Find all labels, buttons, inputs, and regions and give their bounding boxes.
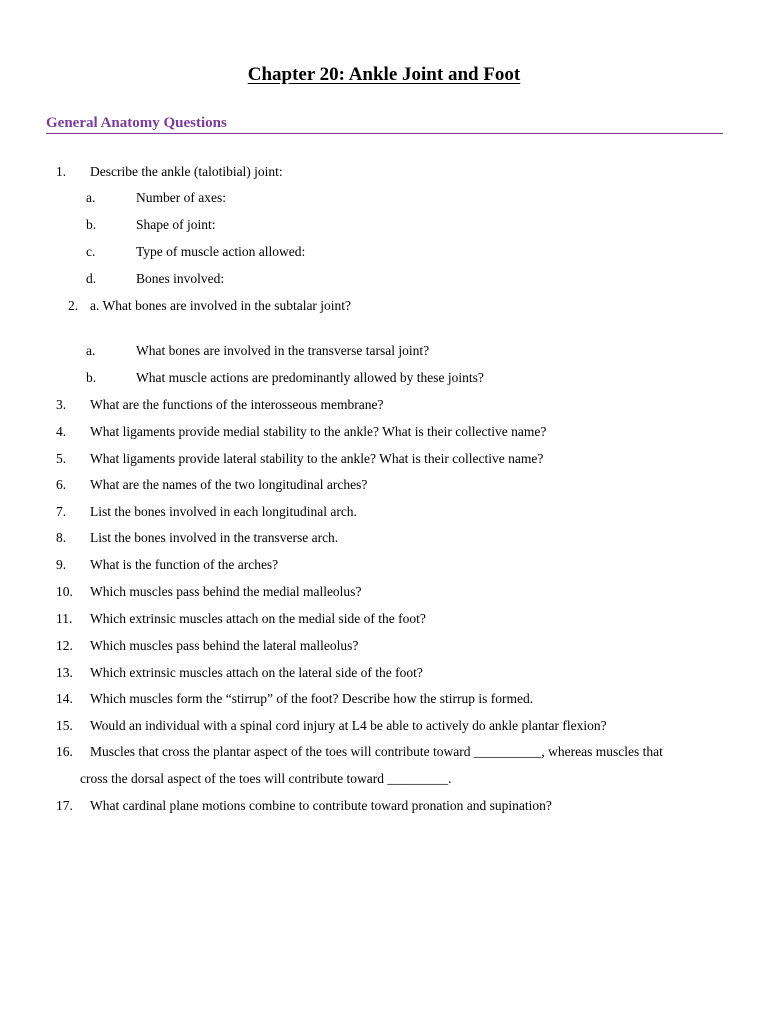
- section-heading: [46, 114, 723, 134]
- subitem-text: Number of axes:: [136, 190, 226, 205]
- question-text: Which muscles pass behind the medial malleolus?: [90, 584, 362, 599]
- question-text: List the bones involved in each longitudinal arch.: [90, 504, 357, 519]
- question-text: What are the names of the two longitudinal arches?: [90, 477, 368, 492]
- question-number: 5.: [56, 451, 67, 466]
- question-number: 10.: [56, 584, 73, 599]
- question-number: 11.: [56, 611, 73, 626]
- question-number: 6.: [56, 477, 67, 492]
- question-text: a. What bones are involved in the subtalar joint?: [90, 298, 352, 313]
- question-number: 2.: [68, 298, 79, 313]
- question-text: What is the function of the arches?: [90, 557, 279, 572]
- question-number: 16.: [56, 744, 73, 759]
- subitem-letter: d.: [86, 271, 97, 286]
- section-heading-text: General Anatomy Questions: [46, 115, 227, 131]
- question-number: 13.: [56, 665, 73, 680]
- question-text: Which extrinsic muscles attach on the medial side of the foot?: [90, 611, 426, 626]
- question-text: Muscles that cross the plantar aspect of the toes will contribute toward __________, whereas muscles that: [90, 744, 663, 759]
- question-number: 3.: [56, 397, 67, 412]
- question-text: What ligaments provide lateral stability to the ankle? What is their collective name?: [90, 451, 544, 466]
- question-number: 7.: [56, 504, 67, 519]
- question-number: 17.: [56, 798, 73, 813]
- subitem-letter: a.: [86, 343, 96, 358]
- question-number: 4.: [56, 424, 67, 439]
- question-number: 12.: [56, 638, 73, 653]
- question-text: What cardinal plane motions combine to contribute toward pronation and supination?: [90, 798, 552, 813]
- question-number: 15.: [56, 718, 73, 733]
- question-text: Would an individual with a spinal cord injury at L4 be able to actively do ankle plantar flexion?: [90, 718, 607, 733]
- chapter-title-text: Chapter 20: Ankle Joint and Foot: [247, 64, 521, 85]
- subitem-text: What muscle actions are predominantly allowed by these joints?: [136, 370, 484, 385]
- subitem-text: Type of muscle action allowed:: [136, 244, 306, 259]
- question-text: What ligaments provide medial stability to the ankle? What is their collective name?: [90, 424, 547, 439]
- question-number: 14.: [56, 691, 73, 706]
- question-text: Which muscles form the “stirrup” of the foot? Describe how the stirrup is formed.: [90, 691, 534, 706]
- question-number: 8.: [56, 530, 67, 545]
- subitem-letter: b.: [86, 370, 97, 385]
- subitem-text: What bones are involved in the transverse tarsal joint?: [136, 343, 430, 358]
- subitem-letter: b.: [86, 217, 97, 232]
- question-text-continued: cross the dorsal aspect of the toes will contribute toward _________.: [80, 771, 452, 786]
- question-text: What are the functions of the interosseous membrane?: [90, 397, 384, 412]
- subitem-letter: c.: [86, 244, 96, 259]
- question-number: 1.: [56, 164, 67, 179]
- question-text: List the bones involved in the transverse arch.: [90, 530, 339, 545]
- question-text: Describe the ankle (talotibial) joint:: [90, 164, 283, 179]
- question-number: 9.: [56, 557, 67, 572]
- question-text: Which extrinsic muscles attach on the lateral side of the foot?: [90, 665, 423, 680]
- chapter-title: [0, 64, 768, 86]
- subitem-letter: a.: [86, 190, 96, 205]
- subitem-text: Shape of joint:: [136, 217, 216, 232]
- subitem-text: Bones involved:: [136, 271, 225, 286]
- question-text: Which muscles pass behind the lateral malleolus?: [90, 638, 359, 653]
